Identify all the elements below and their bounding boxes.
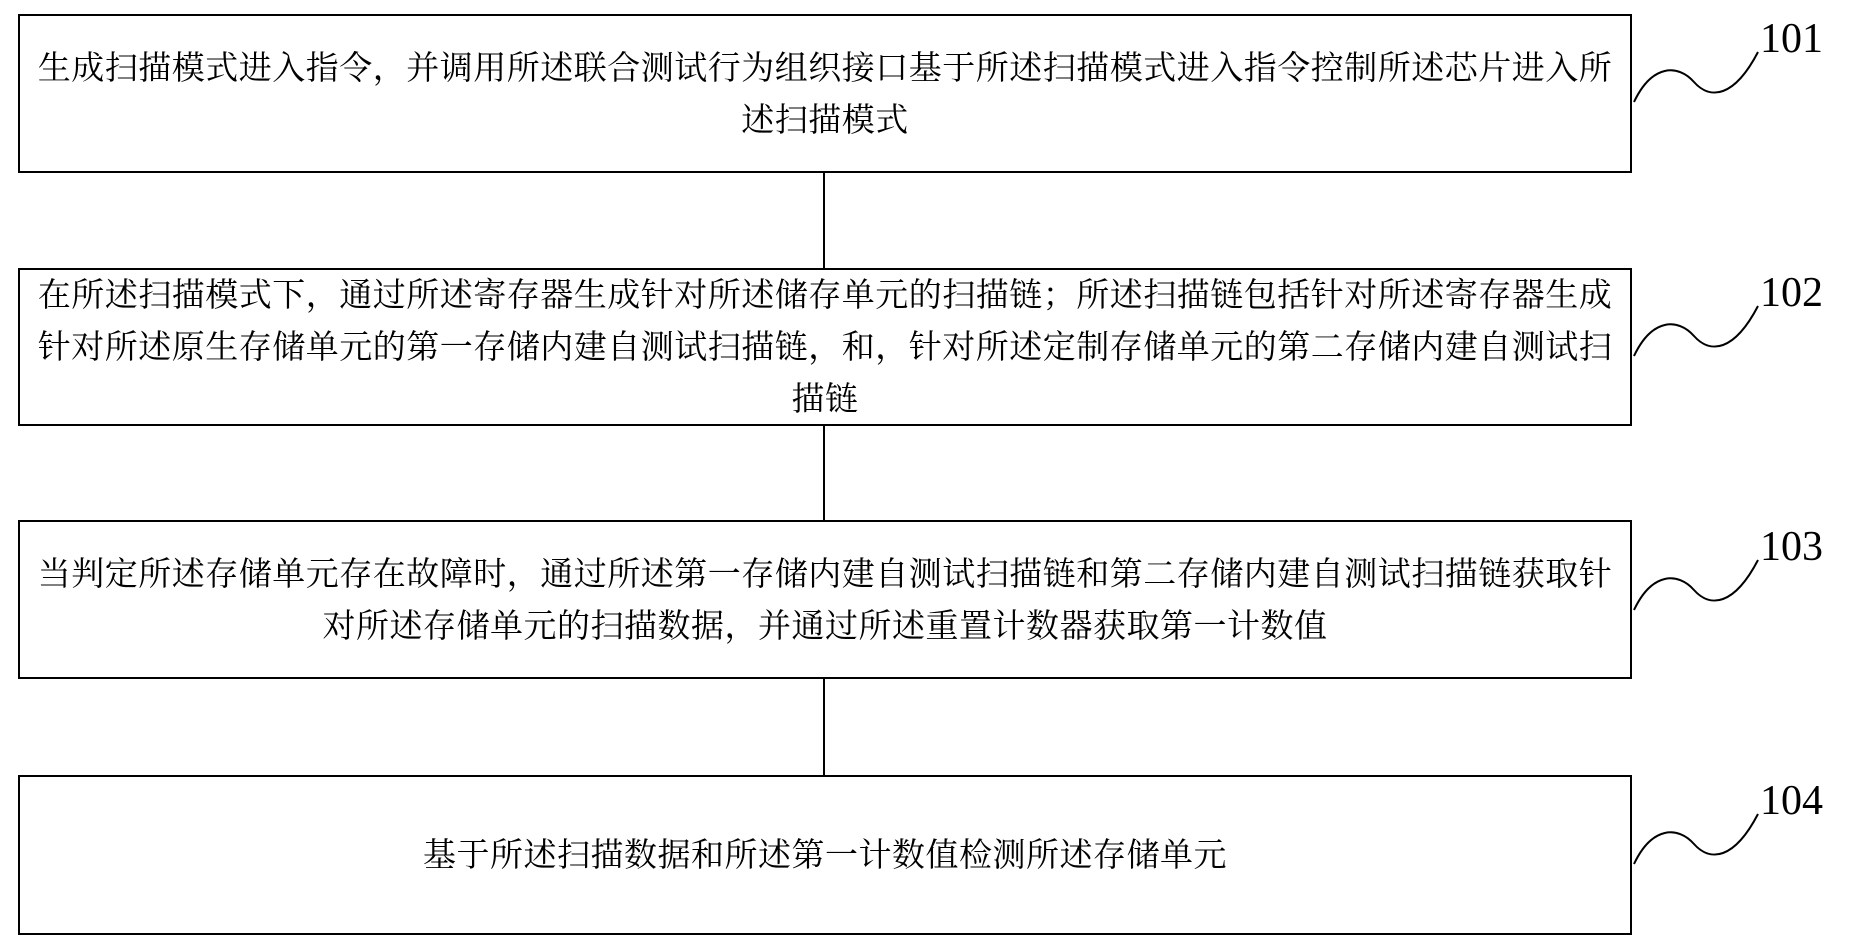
step-text-101: 生成扫描模式进入指令，并调用所述联合测试行为组织接口基于所述扫描模式进入指令控制所述芯片进入所述扫描模式 <box>37 47 1613 139</box>
leader-line-103 <box>1630 538 1760 618</box>
leader-line-101 <box>1630 30 1760 110</box>
leader-line-104 <box>1630 792 1760 872</box>
ref-number-101: 101 <box>1760 16 1823 62</box>
step-text-103: 当判定所述存储单元存在故障时，通过所述第一存储内建自测试扫描链和第二存储内建自测试扫描链获取针对所述存储单元的扫描数据，并通过所述重置计数器获取第一计数值 <box>37 553 1613 645</box>
step-box-102 <box>18 268 1632 426</box>
leader-line-102 <box>1630 284 1760 364</box>
connector-line-102-103 <box>823 426 825 520</box>
step-box-103 <box>18 520 1632 679</box>
step-box-104 <box>18 775 1632 935</box>
step-text-102: 在所述扫描模式下，通过所述寄存器生成针对所述储存单元的扫描链；所述扫描链包括针对所述寄存器生成针对所述原生存储单元的第一存储内建自测试扫描链，和，针对所述定制存储单元的第二存储内建自测试扫描链 <box>37 275 1613 418</box>
connector-line-101-102 <box>823 173 825 268</box>
step-box-101 <box>18 14 1632 173</box>
ref-number-104: 104 <box>1760 778 1823 824</box>
ref-number-103: 103 <box>1760 524 1823 570</box>
step-text-104: 基于所述扫描数据和所述第一计数值检测所述存储单元 <box>423 835 1227 874</box>
connector-line-103-104 <box>823 679 825 775</box>
ref-number-102: 102 <box>1760 270 1823 316</box>
